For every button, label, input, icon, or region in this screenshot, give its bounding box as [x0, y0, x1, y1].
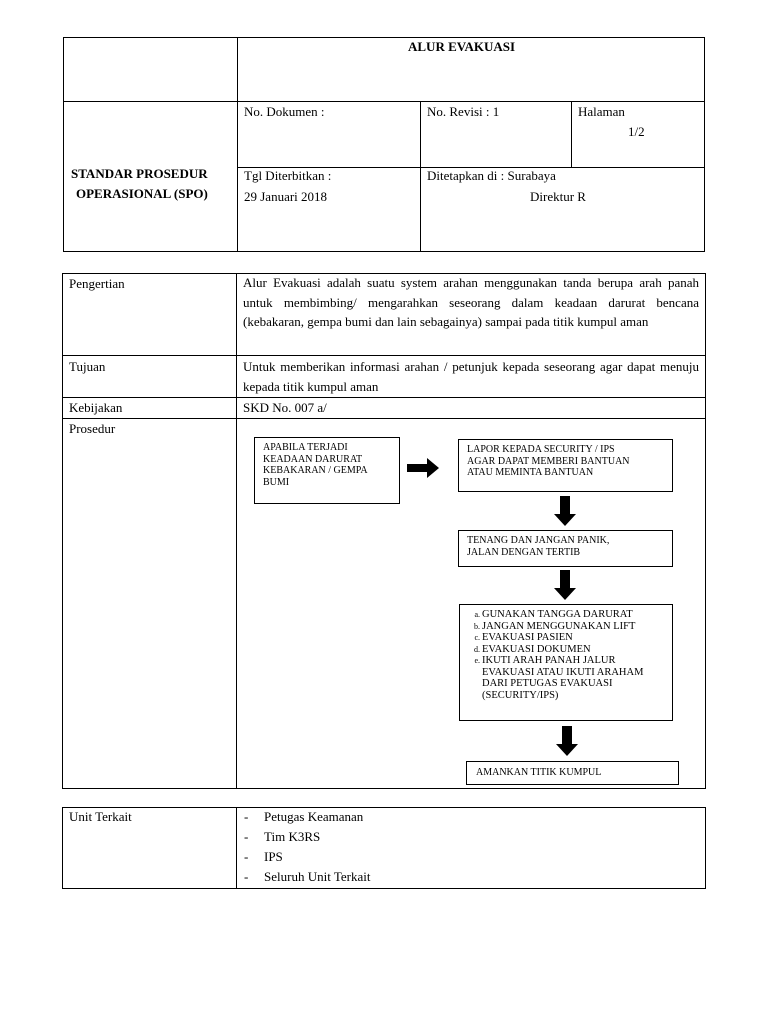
ditetapkan-label: Ditetapkan di : Surabaya [427, 168, 556, 183]
body-divider [236, 273, 237, 789]
kebijakan-text: SKD No. 007 a/ [243, 400, 327, 415]
flow-box-report [458, 439, 673, 492]
body-divider [62, 355, 706, 356]
body-divider [62, 397, 706, 398]
header-divider [237, 37, 238, 252]
flow-box-calm [458, 530, 673, 567]
dash-bullet: - [244, 869, 249, 884]
unit-item-label: IPS [264, 849, 283, 864]
unit-item-label: Petugas Keamanan [264, 809, 364, 824]
dash-bullet: - [244, 829, 249, 844]
flow-action-item: e. IKUTI ARAH PANAH JALUR EVAKUASI ATAU IKUTI ARAHAM DARI PETUGAS EVAKUASI (SECURITY/IPS) [482, 655, 662, 701]
unit-list-item [244, 827, 320, 847]
halaman-label: Halaman [578, 104, 625, 119]
pengertian-text: Alur Evakuasi adalah suatu system arahan menggunakan tanda berupa arah panah untuk membimbing/ mengarahkan seseorang dalam keadaan darurat bencana (kebakaran, gempa bumi dan lain sebagainya) sampai pada titik kumpul aman [243, 275, 699, 329]
flow-text: AGAR DAPAT MEMBERI BANTUAN [467, 455, 630, 467]
unit-divider [236, 807, 237, 889]
tgl-diterbitkan-label: Tgl Diterbitkan : [244, 168, 332, 183]
unit-list-item [244, 867, 370, 887]
arrow-down-icon [554, 570, 576, 600]
arrow-right-icon [407, 458, 439, 478]
flow-text: KEADAAN DARURAT [263, 453, 363, 465]
unit-table [62, 807, 706, 889]
flow-action-item: a. GUNAKAN TANGGA DARURAT [482, 609, 664, 621]
flow-box-actions [459, 604, 673, 721]
tujuan-text: Untuk memberikan informasi arahan / petunjuk kepada seseorang agar dapat menuju kepada titik kumpul aman [243, 359, 699, 394]
flow-action-list [468, 609, 664, 701]
flow-text: LAPOR KEPADA SECURITY / IPS [467, 444, 615, 455]
flow-action-item: b. JANGAN MENGGUNAKAN LIFT [482, 621, 664, 633]
spo-title-line2: OPERASIONAL (SPO) [76, 186, 208, 201]
body-divider [62, 418, 706, 419]
unit-item-label: Seluruh Unit Terkait [264, 869, 371, 884]
arrow-down-icon [554, 496, 576, 526]
unit-list-item [244, 807, 363, 827]
flow-text: ATAU MEMINTA BANTUAN [467, 467, 594, 478]
flow-text: BUMI [263, 476, 290, 488]
flow-box-emergency [254, 437, 400, 504]
flow-text: TENANG DAN JANGAN PANIK, [467, 535, 610, 546]
no-revisi-label: No. Revisi : 1 [427, 104, 500, 119]
dash-bullet: - [244, 849, 249, 864]
prosedur-label: Prosedur [69, 421, 116, 436]
direktur-label: Direktur R [530, 189, 586, 204]
flow-text: JALAN DENGAN TERTIB [467, 546, 581, 558]
no-dokumen-label: No. Dokumen : [244, 104, 325, 119]
flow-text: KEBAKARAN / GEMPA [263, 465, 368, 476]
flow-action-item: c. EVAKUASI PASIEN [482, 632, 664, 644]
unit-item-label: Tim K3RS [264, 829, 321, 844]
flow-action-item: d. EVAKUASI DOKUMEN [482, 644, 664, 656]
tgl-diterbitkan-value: 29 Januari 2018 [244, 189, 328, 204]
flow-text: APABILA TERJADI [263, 442, 348, 453]
header-table [63, 37, 705, 252]
unit-list-item [244, 847, 283, 867]
pengertian-label: Pengertian [69, 276, 125, 291]
halaman-value: 1/2 [628, 124, 645, 139]
unit-terkait-label: Unit Terkait [69, 809, 132, 824]
header-divider [571, 101, 572, 167]
document-title: ALUR EVAKUASI [408, 39, 516, 54]
kebijakan-label: Kebijakan [69, 400, 123, 415]
spo-title-line1: STANDAR PROSEDUR [71, 166, 208, 181]
header-divider [420, 101, 421, 252]
flow-box-assembly [466, 761, 679, 785]
flow-text: AMANKAN TITIK KUMPUL [476, 767, 602, 778]
dash-bullet: - [244, 809, 249, 824]
tujuan-label: Tujuan [69, 359, 106, 374]
arrow-down-icon [556, 726, 578, 756]
